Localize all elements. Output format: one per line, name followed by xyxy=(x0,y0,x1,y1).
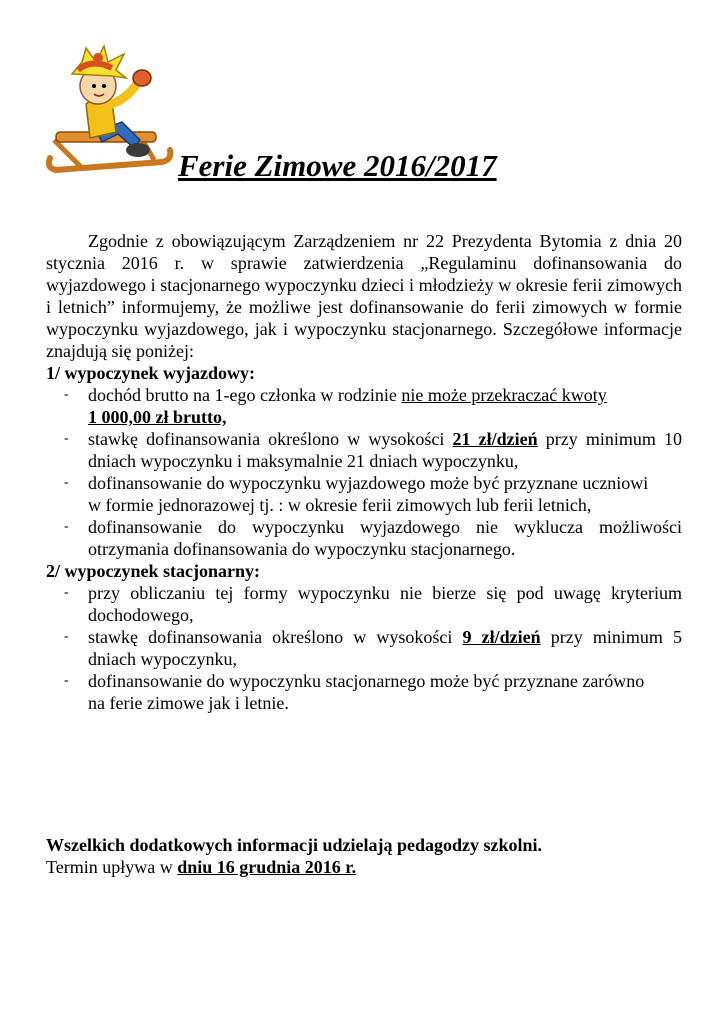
list-item: - dofinansowanie do wypoczynku wyjazdowego nie wyklucza możliwości otrzymania dofinansowania do wypoczynku stacjonarnego. xyxy=(64,517,682,559)
list-item: - przy obliczaniu tej formy wypoczynku nie bierze się pod uwagę kryterium dochodowego, xyxy=(64,583,682,625)
income-limit: 1 000,00 zł brutto, xyxy=(88,407,227,427)
list-item-continuation: w formie jednorazowej tj. : w okresie ferii zimowych lub ferii letnich, xyxy=(88,495,592,515)
section-heading-stationary: 2/ wypoczynek stacjonarny: xyxy=(46,561,260,581)
daily-rate-stationary: 9 zł/dzień xyxy=(462,627,541,647)
dash-marker: - xyxy=(64,475,69,490)
underlined-text: nie może przekraczać kwoty xyxy=(401,385,607,405)
child-on-sled-icon xyxy=(42,40,182,180)
intro-paragraph: Zgodnie z obowiązującym Zarządzeniem nr 22 Prezydenta Bytomia z dnia 20 stycznia 2016 r. w sprawie zatwierdzenia „Regulaminu dofinansowania do wyjazdowego i stacjonarnego wypoczynku dzieci i młodzieży w okresie ferii zimowych i letnich” informujemy, że możliwe jest dofinansowanie do ferii zimowych w formie wypoczynku wyjazdowego, jak i wypoczynku stacjonarnego. Szczegółowe informacje znajdują się poniżej: xyxy=(46,231,682,361)
list-item: - stawkę dofinansowania określono w wysokości 9 zł/dzień przy minimum 5 dniach wypoczynku, xyxy=(64,627,682,669)
list-item: - dofinansowanie do wypoczynku stacjonarnego może być przyznane zarówno xyxy=(64,671,645,691)
footer-note xyxy=(46,834,682,878)
deadline-date: dniu 16 grudnia 2016 r. xyxy=(177,857,357,877)
dash-marker: - xyxy=(64,519,69,534)
daily-rate-outbound: 21 zł/dzień xyxy=(452,429,538,449)
dash-marker: - xyxy=(64,585,69,600)
list-item: - dofinansowanie do wypoczynku wyjazdowego może być przyznane uczniowi xyxy=(64,473,649,493)
list-item: - stawkę dofinansowania określono w wysokości 21 zł/dzień przy minimum 10 dniach wypoczynku i maksymalnie 21 dniach wypoczynku, xyxy=(64,429,682,471)
section-heading-outbound: 1/ wypoczynek wyjazdowy: xyxy=(46,363,255,383)
dash-marker: - xyxy=(64,387,69,402)
list-item-continuation: na ferie zimowe jak i letnie. xyxy=(88,693,289,713)
dash-marker: - xyxy=(64,629,69,644)
list-item: - dochód brutto na 1-ego członka w rodzinie nie może przekraczać kwoty 1 000,00 zł brutto, xyxy=(64,385,607,427)
document-body xyxy=(46,230,682,714)
list-stationary xyxy=(46,582,682,714)
dash-marker: - xyxy=(64,673,69,688)
dash-marker: - xyxy=(64,431,69,446)
contact-info: Wszelkich dodatkowych informacji udzielają pedagodzy szkolni. xyxy=(46,835,543,855)
deadline: Termin upływa w dniu 16 grudnia 2016 r. xyxy=(46,857,357,877)
list-outbound xyxy=(46,384,682,560)
page-title: Ferie Zimowe 2016/2017 xyxy=(178,148,497,183)
